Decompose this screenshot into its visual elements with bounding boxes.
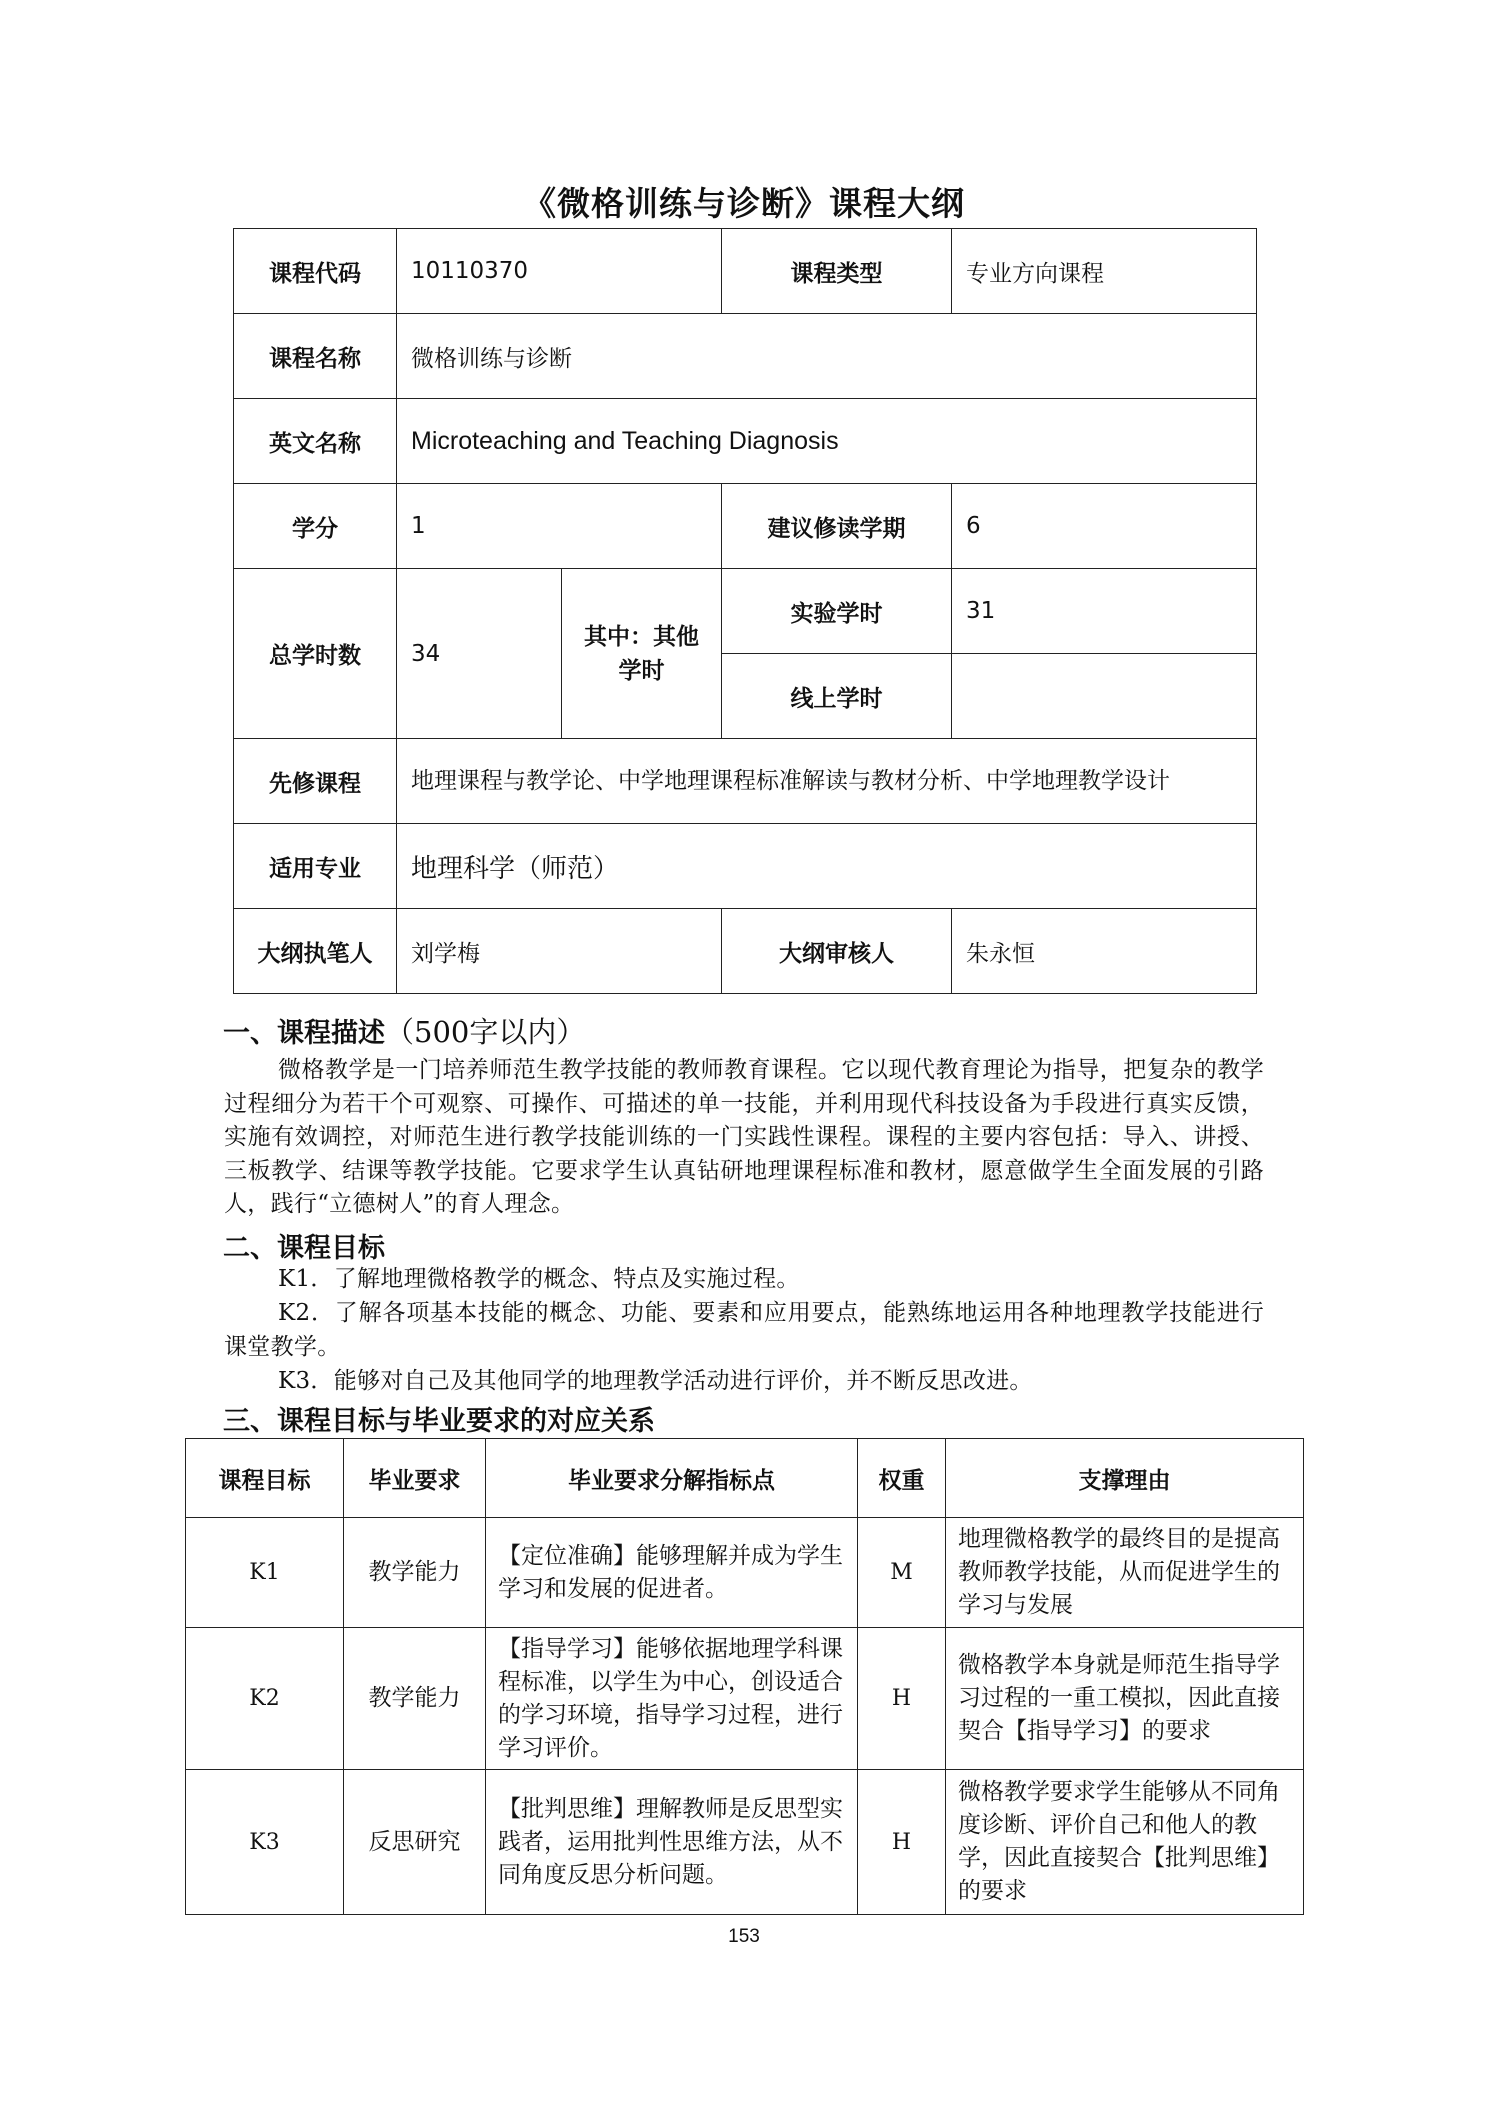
reason-cell: 微格教学要求学生能够从不同角度诊断、评价自己和他人的教学，因此直接契合【批判思维】的要求 xyxy=(946,1770,1304,1915)
reviewer-label: 大纲审核人 xyxy=(722,909,952,994)
english-name-label: 英文名称 xyxy=(234,399,397,484)
column-header: 毕业要求 xyxy=(344,1439,486,1518)
goal-cell: K2 xyxy=(186,1628,344,1770)
other-hours-label: 其中：其他学时 xyxy=(562,569,722,739)
table-row xyxy=(234,739,1257,824)
table-row xyxy=(234,314,1257,399)
course-name-label: 课程名称 xyxy=(234,314,397,399)
goal-item-k1: K1．了解地理微格教学的概念、特点及实施过程。 xyxy=(278,1266,800,1292)
table-row xyxy=(234,569,1257,654)
course-name-value: 微格训练与诊断 xyxy=(397,314,1257,399)
prerequisite-label: 先修课程 xyxy=(234,739,397,824)
course-description-paragraph: 微格教学是一门培养师范生教学技能的教师教育课程。它以现代教育理论为指导，把复杂的教学过程细分为若干个可观察、可操作、可描述的单一技能，并利用现代科技设备为手段进行真实反馈，实施有效调控，对师范生进行教学技能训练的一门实践性课程。课程的主要内容包括：导入、讲授、三板教学、结课等教学技能。它要求学生认真钻研地理课程标准和教材，愿意做学生全面发展的引路人，践行“立德树人”的育人理念。 xyxy=(224,1057,1264,1217)
table-row xyxy=(234,909,1257,994)
major-label: 适用专业 xyxy=(234,824,397,909)
indicator-cell: 【指导学习】能够依据地理学科课程标准，以学生为中心，创设适合的学习环境，指导学习过程，进行学习评价。 xyxy=(486,1628,858,1770)
reason-cell: 微格教学本身就是师范生指导学习过程的一重工模拟，因此直接契合【指导学习】的要求 xyxy=(946,1628,1304,1770)
reviewer-value: 朱永恒 xyxy=(952,909,1257,994)
course-info-table xyxy=(233,228,1257,994)
goal-requirement-table xyxy=(185,1438,1304,1915)
table-header-row xyxy=(186,1439,1304,1518)
table-row xyxy=(234,229,1257,314)
course-code-label: 课程代码 xyxy=(234,229,397,314)
column-header: 支撑理由 xyxy=(946,1439,1304,1518)
online-hours-label: 线上学时 xyxy=(722,654,952,739)
goal-item-k2: K2．了解各项基本技能的概念、功能、要素和应用要点，能熟练地运用各种地理教学技能进行课堂教学。 xyxy=(224,1300,1264,1360)
requirement-cell: 教学能力 xyxy=(344,1628,486,1770)
section-heading-note: （500字以内） xyxy=(385,1015,586,1049)
table-row xyxy=(186,1518,1304,1628)
indicator-cell: 【定位准确】能够理解并成为学生学习和发展的促进者。 xyxy=(486,1518,858,1628)
course-type-label: 课程类型 xyxy=(722,229,952,314)
total-hours-value: 34 xyxy=(397,569,562,739)
goal-item-k3: K3．能够对自己及其他同学的地理教学活动进行评价，并不断反思改进。 xyxy=(278,1368,1033,1394)
english-name-value: Microteaching and Teaching Diagnosis xyxy=(397,399,1257,484)
prerequisite-value: 地理课程与教学论、中学地理课程标准解读与教材分析、中学地理教学设计 xyxy=(397,739,1257,824)
major-value: 地理科学（师范） xyxy=(397,824,1257,909)
goal-cell: K1 xyxy=(186,1518,344,1628)
section-heading-mapping: 三、课程目标与毕业要求的对应关系 xyxy=(223,1406,655,1437)
table-row xyxy=(234,399,1257,484)
table-row xyxy=(186,1770,1304,1915)
column-header: 课程目标 xyxy=(186,1439,344,1518)
section-heading-text: 一、课程描述 xyxy=(223,1018,385,1049)
requirement-cell: 教学能力 xyxy=(344,1518,486,1628)
semester-value: 6 xyxy=(952,484,1257,569)
table-row xyxy=(186,1628,1304,1770)
author-value: 刘学梅 xyxy=(397,909,722,994)
goal-cell: K3 xyxy=(186,1770,344,1915)
semester-label: 建议修读学期 xyxy=(722,484,952,569)
course-code-value: 10110370 xyxy=(397,229,722,314)
course-type-value: 专业方向课程 xyxy=(952,229,1257,314)
weight-cell: H xyxy=(858,1770,946,1915)
column-header: 毕业要求分解指标点 xyxy=(486,1439,858,1518)
lab-hours-value: 31 xyxy=(952,569,1257,654)
table-row xyxy=(234,824,1257,909)
weight-cell: M xyxy=(858,1518,946,1628)
section-heading-goals: 二、课程目标 xyxy=(223,1233,385,1264)
total-hours-label: 总学时数 xyxy=(234,569,397,739)
table-row xyxy=(234,484,1257,569)
author-label: 大纲执笔人 xyxy=(234,909,397,994)
credit-value: 1 xyxy=(397,484,722,569)
document-title: 《微格训练与诊断》课程大纲 xyxy=(523,184,965,223)
lab-hours-label: 实验学时 xyxy=(722,569,952,654)
credit-label: 学分 xyxy=(234,484,397,569)
reason-cell: 地理微格教学的最终目的是提高教师教学技能，从而促进学生的学习与发展 xyxy=(946,1518,1304,1628)
section-heading-description xyxy=(223,1010,585,1051)
page-number: 153 xyxy=(728,1926,760,1947)
requirement-cell: 反思研究 xyxy=(344,1770,486,1915)
column-header: 权重 xyxy=(858,1439,946,1518)
indicator-cell: 【批判思维】理解教师是反思型实践者，运用批判性思维方法，从不同角度反思分析问题。 xyxy=(486,1770,858,1915)
weight-cell: H xyxy=(858,1628,946,1770)
online-hours-value xyxy=(952,654,1257,739)
